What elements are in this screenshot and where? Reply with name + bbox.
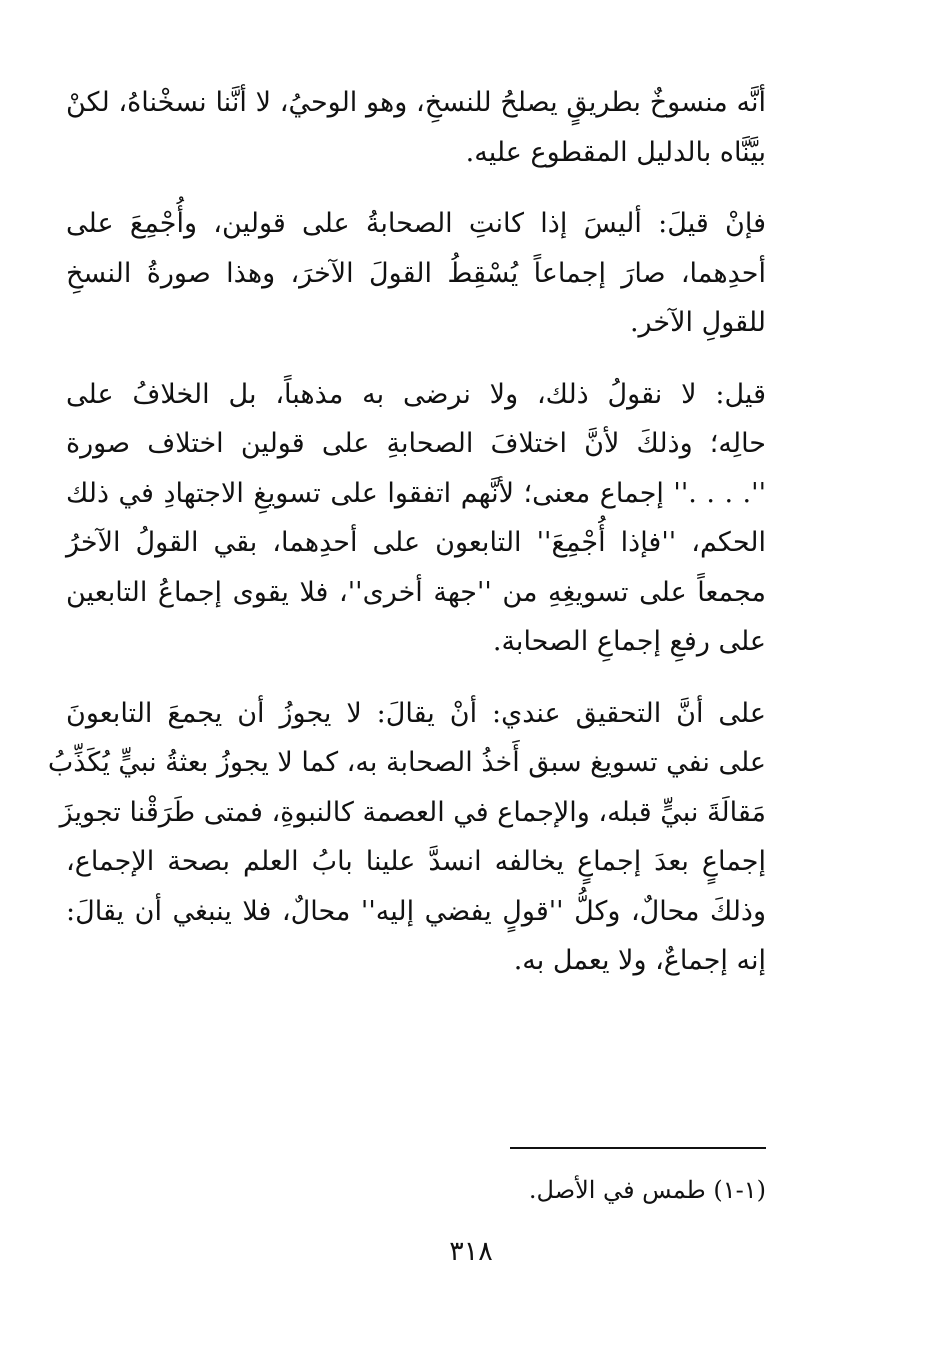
text-line: على أنَّ التحقيق عندي: أنْ يقالَ: لا يجوزُ أن يجمعَ التابعونَ [66, 697, 766, 729]
paragraph-4 [47, 689, 766, 986]
paragraph-3 [66, 370, 766, 667]
text-line: للقولِ الآخر. [629, 307, 766, 338]
text-line: إنه إجماعٌ، ولا يعمل به. [513, 945, 766, 976]
text-line: وذلكَ محالٌ، وكلُّ ''قولٍ يفضي إليه'' محالٌ، فلا ينبغي أن يقالَ: [66, 895, 766, 927]
text-line: قيل: لا نقولُ ذلك، ولا نرضى به مذهباً، بل الخلافُ على [66, 378, 766, 410]
text-line: مجمعاً على تسويغِهِ من ''جهة أخرى''، فلا يقوى إجماعُ التابعين [66, 576, 766, 608]
text-line: فإنْ قيلَ: أليسَ إذا كانتِ الصحابةُ على قولين، وأُجْمِعَ على [66, 208, 766, 239]
main-text [47, 78, 766, 1008]
text-line: مَقالَةَ نبيٍّ قبله، والإجماع في العصمة كالنبوةِ، فمتى طَرَقْنا تجويزَ [59, 796, 766, 828]
text-line: ''. . . .'' إجماع معنى؛ لأنَّهم اتفقوا على تسويغِ الاجتهادِ في ذلك [66, 477, 766, 509]
text-line: على رفعِ إجماعِ الصحابة. [492, 626, 766, 657]
paragraph-2 [66, 199, 766, 348]
page-number: ٣١٨ [449, 1236, 493, 1267]
text-line: على نفي تسويغ سبق أَخذُ الصحابة به، كما لا يجوزُ بعثةُ نبيٍّ يُكَذِّبُ [47, 747, 766, 778]
footnote-divider [510, 1147, 766, 1149]
text-line: إجماعٍ بعدَ إجماعٍ يخالفه انسدَّ علينا بابُ العلم بصحة الإجماع، [66, 846, 766, 877]
text-line: الحكم، ''فإذا أُجْمِعَ'' التابعون على أحدِهما، بقي القولُ الآخرُ [66, 527, 766, 558]
text-line: بيَّنَّاه بالدليل المقطوع عليه. [465, 136, 766, 168]
text-line: أنَّه منسوخٌ بطريقٍ يصلحُ للنسخِ، وهو الوحيُ، لا أنَّنا نسخْناهُ، لكنْ [66, 87, 766, 118]
footnote: (١-١) طمس في الأصل. [528, 1176, 766, 1204]
paragraph-1 [66, 78, 766, 177]
text-line: أحدِهما، صارَ إجماعاً يُسْقِطُ القولَ الآخرَ، وهذا صورةُ النسخِ [66, 257, 766, 289]
text-line: حالِه؛ وذلكَ لأنَّ اختلافَ الصحابةِ على قولين اختلاف صورة [66, 428, 766, 459]
